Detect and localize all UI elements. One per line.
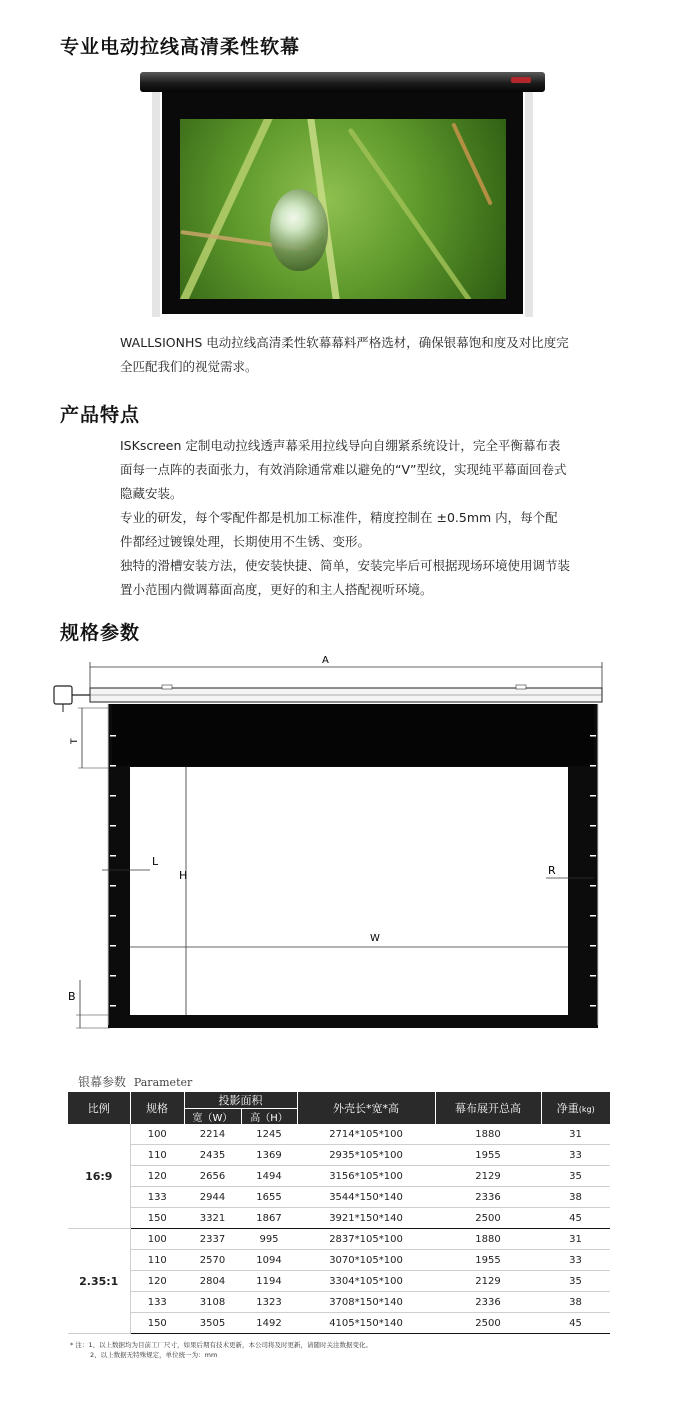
col-case: 外壳长*宽*高 — [297, 1092, 435, 1124]
cell-size: 120 — [130, 1271, 184, 1292]
cell-w: 2570 — [184, 1250, 241, 1271]
cell-h: 1867 — [241, 1208, 297, 1229]
cell-size: 120 — [130, 1166, 184, 1187]
table-row — [68, 1187, 610, 1208]
cell-total: 2500 — [435, 1208, 541, 1229]
cell-case: 3304*105*100 — [297, 1271, 435, 1292]
screen-black-border — [162, 92, 523, 314]
cell-w: 3108 — [184, 1292, 241, 1313]
table-notes — [70, 1340, 372, 1360]
dim-label-l: L — [152, 855, 159, 868]
cell-size: 110 — [130, 1250, 184, 1271]
product-screen-image — [140, 72, 545, 317]
screen-housing — [140, 72, 545, 92]
cell-case: 2714*105*100 — [297, 1124, 435, 1145]
cell-weight: 31 — [541, 1124, 610, 1145]
feature-paragraph: 专业的研发，每个零配件都是机加工标准件，精度控制在 ±0.5mm 内，每个配件都经过镀镍处理，长期使用不生锈、变形。 — [120, 510, 558, 549]
cell-w: 2656 — [184, 1166, 241, 1187]
table-row — [68, 1229, 610, 1250]
cell-case: 3544*150*140 — [297, 1187, 435, 1208]
cell-weight: 33 — [541, 1145, 610, 1166]
water-drop — [270, 189, 328, 271]
cell-w: 2804 — [184, 1271, 241, 1292]
col-weight: 净重(kg) — [541, 1092, 610, 1124]
cell-weight: 38 — [541, 1187, 610, 1208]
cell-total: 2129 — [435, 1166, 541, 1187]
cell-weight: 38 — [541, 1292, 610, 1313]
table-row — [68, 1271, 610, 1292]
parameter-table — [68, 1092, 610, 1334]
note-line: * 注：1、以上数据均为目前工厂尺寸，如果后期有技术更新，本公司将及时更新，请随时关注数据变化。 — [70, 1341, 372, 1349]
cell-h: 1094 — [241, 1250, 297, 1271]
cell-h: 1494 — [241, 1166, 297, 1187]
cell-case: 2837*105*100 — [297, 1229, 435, 1250]
cell-total: 1955 — [435, 1250, 541, 1271]
feature-paragraph: ISKscreen 定制电动拉线透声幕采用拉线导向自绷紧系统设计，完全平衡幕布表面每一点阵的表面张力，有效消除通常难以避免的“V”型纹，实现纯平幕面回卷式隐藏安装。 — [120, 438, 567, 501]
table-row — [68, 1124, 610, 1145]
cell-case: 3070*105*100 — [297, 1250, 435, 1271]
cell-h: 1492 — [241, 1313, 297, 1334]
wall-bracket-icon — [54, 686, 72, 704]
col-width: 宽（W） — [184, 1109, 241, 1125]
dim-label-b: B — [68, 990, 76, 1003]
specs-heading: 规格参数 — [60, 622, 141, 644]
demo-photo-water-drop — [180, 119, 506, 299]
cell-case: 3156*105*100 — [297, 1166, 435, 1187]
cell-w: 2944 — [184, 1187, 241, 1208]
screen-side-rail-right — [525, 92, 533, 317]
viewing-area — [130, 767, 568, 1015]
table-row — [68, 1292, 610, 1313]
features-list — [120, 434, 570, 602]
cell-size: 150 — [130, 1208, 184, 1229]
col-total: 幕布展开总高 — [435, 1092, 541, 1124]
cell-size: 110 — [130, 1145, 184, 1166]
cell-size: 150 — [130, 1313, 184, 1334]
caption-cn: 银幕参数 — [78, 1075, 127, 1089]
screen-side-rail-left — [152, 92, 160, 317]
cell-total: 2336 — [435, 1292, 541, 1313]
table-row — [68, 1166, 610, 1187]
cell-size: 133 — [130, 1187, 184, 1208]
cell-total: 1955 — [435, 1145, 541, 1166]
table-caption — [78, 1073, 192, 1090]
cell-h: 1323 — [241, 1292, 297, 1313]
ratio-cell: 2.35:1 — [68, 1229, 130, 1334]
table-row — [68, 1145, 610, 1166]
feature-paragraph: 独特的滑槽安装方法，使安装快捷、简单，安装完毕后可根据现场环境使用调节装置小范围内微调幕面高度，更好的和主人搭配视听环境。 — [120, 558, 571, 597]
dim-label-r: R — [548, 864, 556, 877]
features-heading: 产品特点 — [60, 404, 141, 426]
ratio-cell: 16:9 — [68, 1124, 130, 1229]
cell-total: 2336 — [435, 1187, 541, 1208]
cell-size: 100 — [130, 1124, 184, 1145]
cell-w: 3321 — [184, 1208, 241, 1229]
cell-weight: 33 — [541, 1250, 610, 1271]
cell-case: 3708*150*140 — [297, 1292, 435, 1313]
caption-en: Parameter — [133, 1076, 193, 1089]
cell-w: 2337 — [184, 1229, 241, 1250]
table-row — [68, 1208, 610, 1229]
cell-total: 1880 — [435, 1229, 541, 1250]
cell-case: 2935*105*100 — [297, 1145, 435, 1166]
cell-total: 1880 — [435, 1124, 541, 1145]
cell-size: 133 — [130, 1292, 184, 1313]
cell-w: 3505 — [184, 1313, 241, 1334]
dim-label-w: W — [370, 933, 380, 944]
cell-weight: 45 — [541, 1208, 610, 1229]
page-title: 专业电动拉线高清柔性软幕 — [60, 36, 301, 58]
table-row — [68, 1250, 610, 1271]
cell-weight: 35 — [541, 1271, 610, 1292]
dim-label-t: T — [70, 738, 80, 744]
cell-h: 1655 — [241, 1187, 297, 1208]
cell-case: 4105*150*140 — [297, 1313, 435, 1334]
dimension-diagram — [50, 650, 610, 1035]
housing-end-cap — [511, 77, 531, 83]
col-height: 高（H） — [241, 1109, 297, 1125]
cell-h: 995 — [241, 1229, 297, 1250]
col-size: 规格 — [130, 1092, 184, 1124]
cell-h: 1245 — [241, 1124, 297, 1145]
cell-w: 2435 — [184, 1145, 241, 1166]
cell-weight: 45 — [541, 1313, 610, 1334]
cell-h: 1369 — [241, 1145, 297, 1166]
intro-paragraph: WALLSIONHS 电动拉线高清柔性软幕幕料严格选材，确保银幕饱和度及对比度完全匹配我们的视觉需求。 — [120, 335, 569, 374]
cell-size: 100 — [130, 1229, 184, 1250]
cell-total: 2500 — [435, 1313, 541, 1334]
cell-case: 3921*150*140 — [297, 1208, 435, 1229]
dim-label-h: H — [179, 869, 188, 882]
cell-h: 1194 — [241, 1271, 297, 1292]
col-projection: 投影面积 — [184, 1092, 297, 1109]
cell-total: 2129 — [435, 1271, 541, 1292]
col-ratio: 比例 — [68, 1092, 130, 1124]
table-row — [68, 1313, 610, 1334]
dim-label-a: A — [322, 655, 329, 666]
cell-weight: 35 — [541, 1166, 610, 1187]
cell-weight: 31 — [541, 1229, 610, 1250]
note-line: 2、以上数据无特殊规定，单位统一为：mm — [90, 1351, 218, 1359]
cell-w: 2214 — [184, 1124, 241, 1145]
